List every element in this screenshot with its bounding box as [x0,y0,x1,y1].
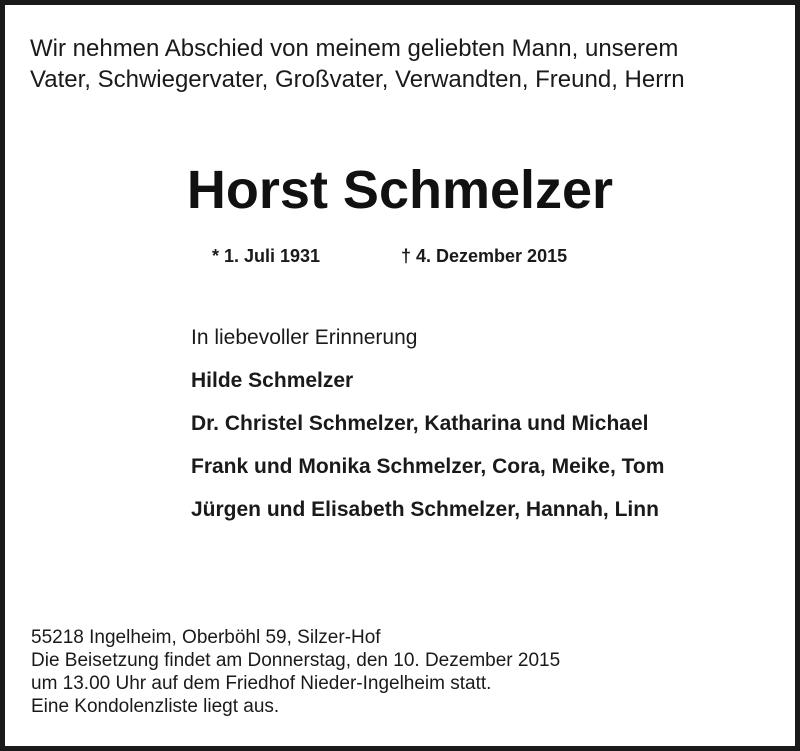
funeral-details [31,626,771,718]
mourners-lead: In liebevoller Erinnerung [191,326,418,349]
birth-date: * 1. Juli 1931 [212,246,321,266]
mourner-name: Dr. Christel Schmelzer, Katharina und Michael [191,412,649,435]
mourners-block [191,323,781,538]
condolence-line: Eine Kondolenzliste liegt aus. [31,696,280,717]
funeral-line: um 13.00 Uhr auf dem Friedhof Nieder-Ingelheim statt. [31,673,492,694]
mourner-name: Jürgen und Elisabeth Schmelzer, Hannah, Linn [191,498,659,521]
intro-text [30,33,770,95]
death-date: † 4. Dezember 2015 [401,246,568,266]
mourner-name: Hilde Schmelzer [191,369,354,392]
intro-line-2: Vater, Schwiegervater, Großvater, Verwandten, Freund, Herrn [30,66,685,93]
intro-line-1: Wir nehmen Abschied von meinem geliebten Mann, unserem [30,35,679,62]
deceased-name: Horst Schmelzer [186,160,614,220]
mourner-name: Frank und Monika Schmelzer, Cora, Meike, Tom [191,455,665,478]
address-line: 55218 Ingelheim, Oberböhl 59, Silzer-Hof [31,627,381,648]
funeral-line: Die Beisetzung findet am Donnerstag, den 10. Dezember 2015 [31,650,561,671]
